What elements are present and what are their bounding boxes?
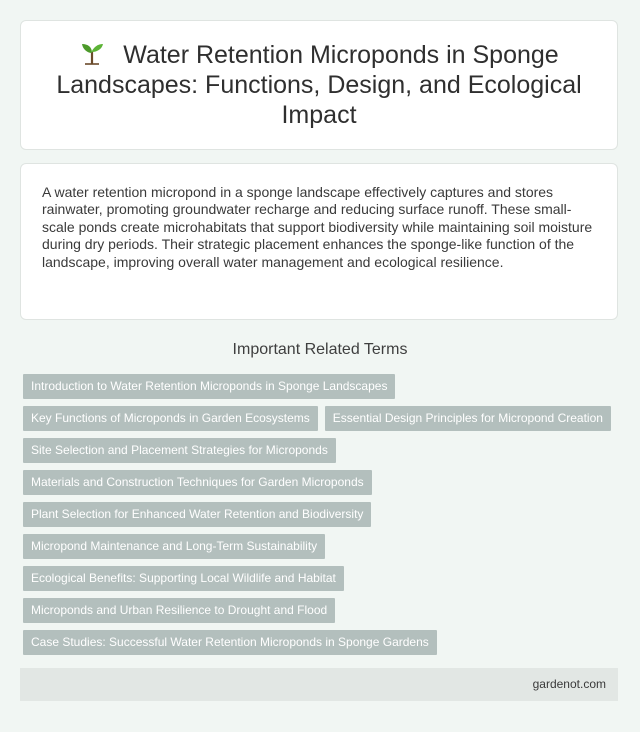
related-term-tag[interactable]: Site Selection and Placement Strategies for Microponds <box>23 438 336 463</box>
related-terms-list <box>23 374 623 655</box>
related-term-tag[interactable]: Micropond Maintenance and Long-Term Sustainability <box>23 534 325 559</box>
summary-card <box>20 163 618 320</box>
footer <box>20 668 618 701</box>
related-term-tag[interactable]: Ecological Benefits: Supporting Local Wildlife and Habitat <box>23 566 344 591</box>
related-term-tag[interactable]: Case Studies: Successful Water Retention Microponds in Sponge Gardens <box>23 630 437 655</box>
related-term-tag[interactable]: Key Functions of Microponds in Garden Ecosystems <box>23 406 318 431</box>
page-title <box>21 40 617 130</box>
related-terms-heading: Important Related Terms <box>232 341 408 358</box>
related-term-tag[interactable]: Introduction to Water Retention Microponds in Sponge Landscapes <box>23 374 395 399</box>
title-card <box>20 20 618 150</box>
related-term-tag[interactable]: Microponds and Urban Resilience to Drought and Flood <box>23 598 335 623</box>
sprout-icon <box>79 41 105 65</box>
related-term-tag[interactable]: Materials and Construction Techniques for Garden Microponds <box>23 470 372 495</box>
related-term-tag[interactable]: Essential Design Principles for Micropond Creation <box>325 406 611 431</box>
summary-text: A water retention micropond in a sponge landscape effectively captures and stores rainwater, promoting groundwater recharge and reducing surface runoff. These small-scale ponds create microhabitats that support biodiversity while maintaining soil moisture during dry periods. Their strategic placement enhances the sponge-like function of the landscape, improving overall water management and ecological resilience. <box>42 184 593 270</box>
related-term-tag[interactable]: Plant Selection for Enhanced Water Retention and Biodiversity <box>23 502 371 527</box>
page-title-text: Water Retention Microponds in Sponge Landscapes: Functions, Design, and Ecological Impact <box>56 41 582 129</box>
footer-site-link[interactable]: gardenot.com <box>532 677 606 691</box>
